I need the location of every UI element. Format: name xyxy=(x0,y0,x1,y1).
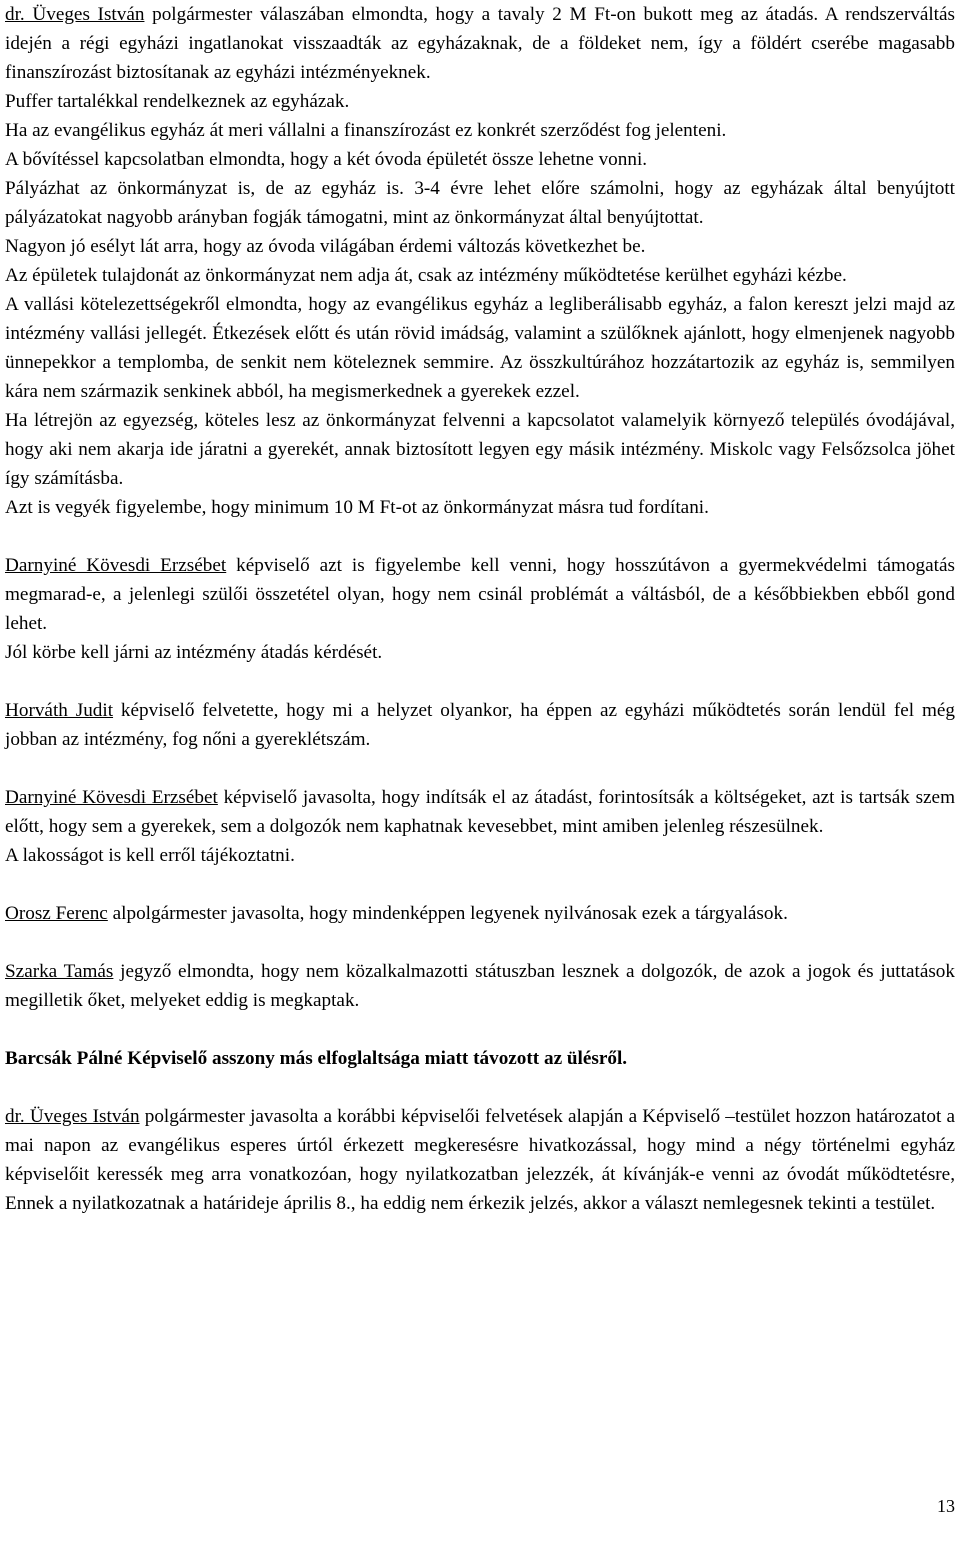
paragraph-gap xyxy=(5,1073,955,1102)
speaker-name: Darnyiné Kövesdi Erzsébet xyxy=(5,555,227,576)
paragraph-text: polgármester válaszában elmondta, hogy a tavaly 2 M Ft-on bukott meg az átadás. A rendszerváltás idején a régi egyházi ingatlanokat visszaadták az egyházaknak, de a földeket nem, így a földért cserébe magasabb finanszírozást biztosítanak az egyházi intézményeknek. xyxy=(5,4,955,83)
paragraph-text: képviselő felvetette, hogy mi a helyzet olyankor, ha éppen az egyházi működtetés során lendül fel még jobban az intézmény, fog nőni a gyereklétszám. xyxy=(5,700,955,750)
paragraph-gap xyxy=(5,928,955,957)
paragraph-mayor-reply xyxy=(5,0,955,87)
paragraph-text: jegyző elmondta, hogy nem közalkalmazotti státuszban lesznek a dolgozók, de azok a jogok és juttatások megilletik őket, melyeket eddig is megkaptak. xyxy=(5,961,955,1011)
speaker-name: Szarka Tamás xyxy=(5,961,114,982)
paragraph-tenders: Pályázhat az önkormányzat is, de az egyház is. 3-4 évre lehet előre számolni, hogy az egyházak által benyújtott pályázatokat nagyobb arányban fogják támogatni, mint az önkormányzat által benyújtottat. xyxy=(5,178,955,228)
paragraph-darnyine-1 xyxy=(5,551,955,638)
paragraph-savings: Azt is vegyék figyelembe, hogy minimum 10 M Ft-ot az önkormányzat másra tud fordítani. xyxy=(5,497,709,518)
paragraph-ownership: Az épületek tulajdonát az önkormányzat nem adja át, csak az intézmény működtetése kerülhet egyházi kézbe. xyxy=(5,265,847,286)
paragraph-mayor-proposal xyxy=(5,1102,955,1218)
paragraph-chances: Nagyon jó esélyt lát arra, hogy az óvoda világában érdemi változás következhet be. xyxy=(5,236,646,257)
paragraph-agreement: Ha létrejön az egyezség, köteles lesz az önkormányzat felvenni a kapcsolatot valamelyik környező település óvodájával, hogy aki nem akarja ide járatni a gyerekét, annak biztosított legyen egy másik intézmény. Miskolc vagy Felsőzsolca jöhet így számításba. xyxy=(5,410,955,489)
paragraph-text: képviselő azt is figyelembe kell venni, hogy hosszútávon a gyermekvédelmi támogatás megmarad-e, a jelenlegi szülői összetétel olyan, hogy nem csinál problémát a váltásból, de a későbbiekben ebből gond lehet. xyxy=(5,555,955,634)
paragraph-text: polgármester javasolta a korábbi képviselői felvetések alapján a Képviselő –testület hozzon határozatot a mai napon az evangélikus esperes úrtól érkezett megkeresésre hivatkozással, hogy mind a négy történelmi egyház képviselőit keressék meg arra vonatkozóan, hogy nyilatkozatban jelezzék, át kívánják-e venni az óvodát működtetésre, Ennek a nyilatkozatnak a határideje április 8., ha eddig nem érkezik jelzés, akkor a választ nemlegesnek tekinti a testület. xyxy=(5,1106,956,1214)
paragraph-text: alpolgármester javasolta, hogy mindenképpen legyenek nyilvánosak ezek a tárgyalások. xyxy=(107,903,788,924)
paragraph-religious-obligations: A vallási kötelezettségekről elmondta, hogy az evangélikus egyház a legliberálisabb egyház, a falon kereszt jelzi majd az intézmény vallási jellegét. Étkezések előtt és után rövid imádság, valamint a szülőknek ajánlott, hogy elmenjenek nagyobb ünnepekkor a templomba, de senkit nem köteleznek semmire. Az összkultúrához hozzátartozik az egyház is, semmilyen kára nem származik senkinek abból, ha megismerkednek a gyerekek ezzel. xyxy=(5,294,955,402)
paragraph-departure-notice: Barcsák Pálné Képviselő asszony más elfoglaltsága miatt távozott az ülésről. xyxy=(5,1048,628,1069)
paragraph-reserves: Puffer tartalékkal rendelkeznek az egyházak. xyxy=(5,91,350,112)
document-page xyxy=(5,0,955,1218)
speaker-name: Horváth Judit xyxy=(5,700,114,721)
paragraph-gap xyxy=(5,522,955,551)
paragraph-gap xyxy=(5,870,955,899)
paragraph-expansion: A bővítéssel kapcsolatban elmondta, hogy a két óvoda épületét össze lehetne vonni. xyxy=(5,149,648,170)
speaker-name: dr. Üveges István xyxy=(5,1106,140,1127)
paragraph-horvath xyxy=(5,696,955,754)
paragraph-public-info: A lakosságot is kell erről tájékoztatni. xyxy=(5,845,295,866)
paragraph-orosz xyxy=(5,899,955,928)
speaker-name: Darnyiné Kövesdi Erzsébet xyxy=(5,787,218,808)
paragraph-text: képviselő javasolta, hogy indítsák el az átadást, forintosítsák a költségeket, azt is tartsák szem előtt, hogy sem a gyerekek, sem a dolgozók nem kaphatnak kevesebbet, mint amiben jelenleg részesülnek. xyxy=(5,787,955,837)
paragraph-darnyine-2 xyxy=(5,783,955,841)
paragraph-transfer-question: Jól körbe kell járni az intézmény átadás kérdését. xyxy=(5,642,383,663)
paragraph-contract: Ha az evangélikus egyház át meri vállalni a finanszírozást ez konkrét szerződést fog jelenteni. xyxy=(5,120,727,141)
paragraph-gap xyxy=(5,1015,955,1044)
speaker-name: Orosz Ferenc xyxy=(5,903,108,924)
paragraph-szarka xyxy=(5,957,955,1015)
page-number: 13 xyxy=(937,1496,955,1516)
paragraph-gap xyxy=(5,667,955,696)
paragraph-gap xyxy=(5,754,955,783)
speaker-name: dr. Üveges István xyxy=(5,4,145,25)
